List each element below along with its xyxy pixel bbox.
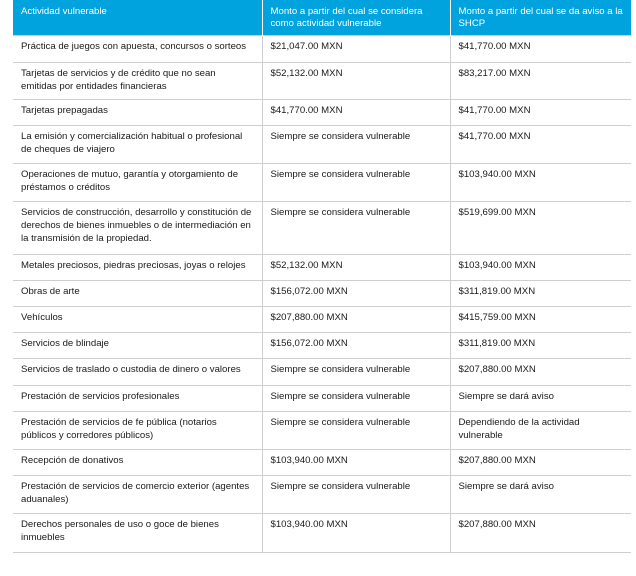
cell-notice-threshold: $519,699.00 MXN	[450, 202, 631, 255]
table-row	[13, 333, 631, 359]
cell-activity: Tarjetas de servicios y de crédito que no sean emitidas por entidades financieras	[13, 63, 262, 100]
table-row	[13, 255, 631, 281]
cell-notice-threshold: Siempre se dará aviso	[450, 386, 631, 412]
cell-vulnerable-threshold: $156,072.00 MXN	[262, 333, 450, 359]
table-row	[13, 100, 631, 126]
header-vulnerable-threshold: Monto a partir del cual se considera como actividad vulnerable	[262, 0, 450, 36]
cell-vulnerable-threshold: $156,072.00 MXN	[262, 281, 450, 307]
cell-vulnerable-threshold: Siempre se considera vulnerable	[262, 412, 450, 450]
cell-activity: La emisión y comercialización habitual o profesional de cheques de viajero	[13, 126, 262, 164]
table-body	[13, 36, 631, 553]
cell-notice-threshold: $207,880.00 MXN	[450, 514, 631, 553]
cell-activity: Práctica de juegos con apuesta, concursos o sorteos	[13, 36, 262, 63]
table-row	[13, 514, 631, 553]
vulnerable-activities-table	[13, 0, 631, 553]
table-row	[13, 307, 631, 333]
cell-activity: Prestación de servicios de fe pública (notarios públicos y corredores públicos)	[13, 412, 262, 450]
cell-activity: Prestación de servicios de comercio exterior (agentes aduanales)	[13, 476, 262, 514]
cell-vulnerable-threshold: $21,047.00 MXN	[262, 36, 450, 63]
header-activity: Actividad vulnerable	[13, 0, 262, 36]
cell-vulnerable-threshold: Siempre se considera vulnerable	[262, 359, 450, 386]
cell-activity: Obras de arte	[13, 281, 262, 307]
cell-notice-threshold: Siempre se dará aviso	[450, 476, 631, 514]
cell-notice-threshold: $207,880.00 MXN	[450, 359, 631, 386]
table-row	[13, 164, 631, 202]
cell-notice-threshold: $103,940.00 MXN	[450, 255, 631, 281]
table-row	[13, 450, 631, 476]
cell-notice-threshold: $103,940.00 MXN	[450, 164, 631, 202]
cell-activity: Vehículos	[13, 307, 262, 333]
table-row	[13, 63, 631, 100]
table-row	[13, 412, 631, 450]
cell-vulnerable-threshold: $41,770.00 MXN	[262, 100, 450, 126]
cell-activity: Prestación de servicios profesionales	[13, 386, 262, 412]
table-row	[13, 281, 631, 307]
header-notice-threshold: Monto a partir del cual se da aviso a la SHCP	[450, 0, 631, 36]
cell-notice-threshold: Dependiendo de la actividad vulnerable	[450, 412, 631, 450]
vulnerable-activities-table-container	[13, 0, 631, 553]
cell-vulnerable-threshold: $207,880.00 MXN	[262, 307, 450, 333]
cell-notice-threshold: $311,819.00 MXN	[450, 281, 631, 307]
cell-vulnerable-threshold: $52,132.00 MXN	[262, 63, 450, 100]
cell-vulnerable-threshold: $103,940.00 MXN	[262, 450, 450, 476]
table-row	[13, 386, 631, 412]
cell-notice-threshold: $207,880.00 MXN	[450, 450, 631, 476]
cell-vulnerable-threshold: Siempre se considera vulnerable	[262, 386, 450, 412]
cell-vulnerable-threshold: Siempre se considera vulnerable	[262, 126, 450, 164]
cell-notice-threshold: $415,759.00 MXN	[450, 307, 631, 333]
cell-vulnerable-threshold: $103,940.00 MXN	[262, 514, 450, 553]
cell-activity: Servicios de traslado o custodia de dinero o valores	[13, 359, 262, 386]
table-row	[13, 359, 631, 386]
cell-activity: Recepción de donativos	[13, 450, 262, 476]
cell-vulnerable-threshold: Siempre se considera vulnerable	[262, 164, 450, 202]
cell-activity: Servicios de construcción, desarrollo y constitución de derechos de bienes inmuebles o de intermediación en la transmisión de la propiedad.	[13, 202, 262, 255]
cell-activity: Servicios de blindaje	[13, 333, 262, 359]
table-header-row	[13, 0, 631, 36]
table-row	[13, 476, 631, 514]
table-row	[13, 36, 631, 63]
cell-activity: Operaciones de mutuo, garantía y otorgamiento de préstamos o créditos	[13, 164, 262, 202]
cell-activity: Derechos personales de uso o goce de bienes inmuebles	[13, 514, 262, 553]
cell-notice-threshold: $311,819.00 MXN	[450, 333, 631, 359]
table-row	[13, 202, 631, 255]
cell-activity: Metales preciosos, piedras preciosas, joyas o relojes	[13, 255, 262, 281]
table-row	[13, 126, 631, 164]
cell-notice-threshold: $41,770.00 MXN	[450, 126, 631, 164]
cell-vulnerable-threshold: $52,132.00 MXN	[262, 255, 450, 281]
cell-notice-threshold: $41,770.00 MXN	[450, 100, 631, 126]
cell-notice-threshold: $83,217.00 MXN	[450, 63, 631, 100]
cell-vulnerable-threshold: Siempre se considera vulnerable	[262, 476, 450, 514]
cell-notice-threshold: $41,770.00 MXN	[450, 36, 631, 63]
cell-activity: Tarjetas prepagadas	[13, 100, 262, 126]
cell-vulnerable-threshold: Siempre se considera vulnerable	[262, 202, 450, 255]
